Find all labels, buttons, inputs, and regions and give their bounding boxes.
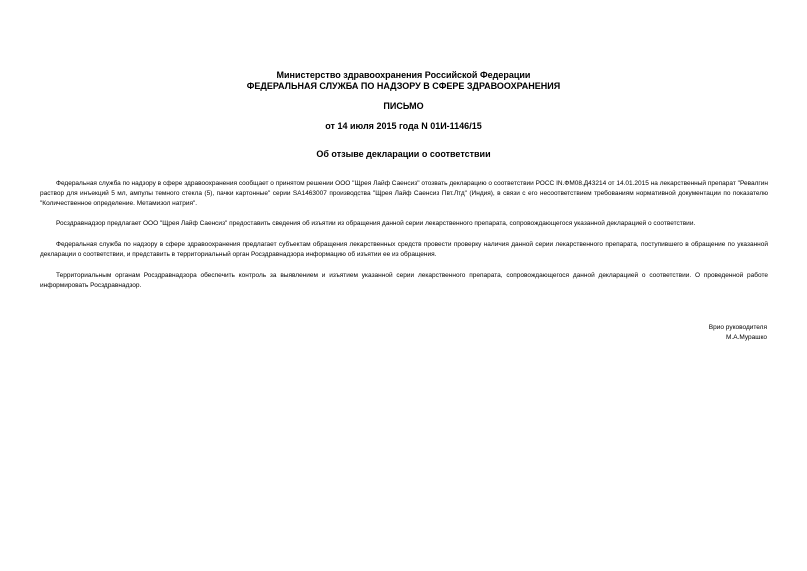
signer-name: М.А.Мурашко: [725, 334, 767, 341]
paragraph-2: Росздравнадзор предлагает ООО "Щрея Лайф Саенсиз" предоставить сведения об изъятии из обращения данной серии лекарственного препарата, сопровождающегося указанной декларацией о соответствии.: [56, 220, 696, 227]
ministry-name: Министерство здравоохранения Российской Федерации: [276, 70, 531, 80]
signer-position: Врио руководителя: [708, 324, 767, 331]
paragraph-4: Территориальным органам Росздравнадзора обеспечить контроль за выявлением и изъятием указанной серии лекарственного препарата, сопровождающегося данной декларацией о соответствии. О проведенной работе информировать Росздравнадзор.: [40, 272, 768, 289]
service-name: ФЕДЕРАЛЬНАЯ СЛУЖБА ПО НАДЗОРУ В СФЕРЕ ЗДРАВООХРАНЕНИЯ: [246, 81, 561, 91]
paragraph-1: Федеральная служба по надзору в сфере здравоохранения сообщает о принятом решении ООО "Щрея Лайф Саенсиз" отозвать декларацию о соответствии РОСС IN.ФМ08.Д43214 от 14.01.2015 на лекарственный препарат "Ревалгин раствор для инъекций 5 мл, ампулы темного стекла (5), пачки картонные" серии SA1463007 производства "Щрея Лайф Саенсиз Пвт.Лтд" (Индия), в связи с его несоответствием требованиям нормативной документации по показателю "Количественное определение. Метамизол натрия".: [40, 180, 768, 207]
paragraph-3: Федеральная служба по надзору в сфере здравоохранения предлагает субъектам обращения лекарственных средств провести проверку наличия данной серии лекарственного препарата, поступившего в обращение по указанной декларации о соответствии, и представить в территориальный орган Росздравнадзора информацию об изъятии ее из обращения.: [40, 241, 768, 258]
document-date-number: от 14 июля 2015 года N 01И-1146/15: [325, 121, 482, 131]
document-type: ПИСЬМО: [383, 101, 424, 111]
document-subject: Об отзыве декларации о соответствии: [316, 149, 491, 159]
